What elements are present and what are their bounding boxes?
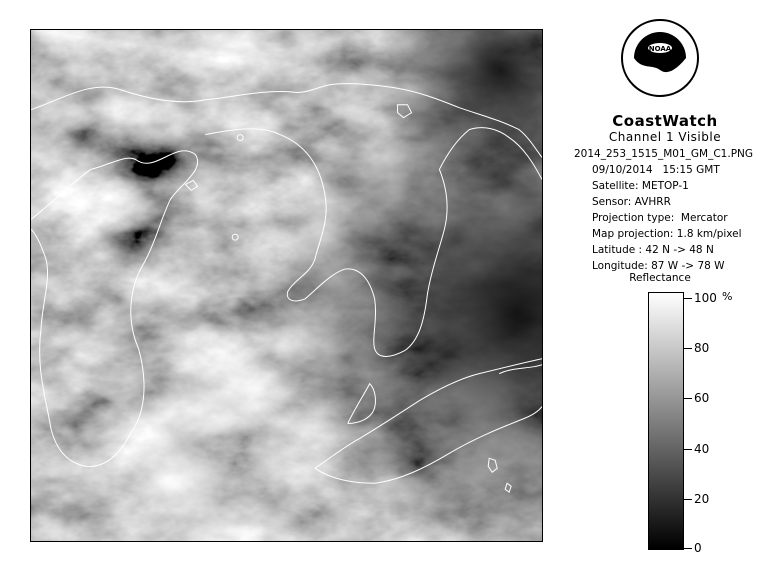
reflectance-label: Reflectance	[629, 272, 691, 284]
tick-label: 60	[694, 391, 710, 405]
tick-label: 100	[694, 291, 717, 305]
tick-label: 40	[694, 442, 710, 456]
tick-mark	[684, 398, 692, 399]
tick-mark	[684, 548, 692, 549]
latitude-label: Latitude : 42 N -> 48 N	[592, 244, 714, 256]
reflectance-colorbar	[648, 292, 684, 550]
satellite-label: Satellite: METOP-1	[592, 180, 689, 192]
sensor-label: Sensor: AVHRR	[592, 196, 671, 208]
filename-label: 2014_253_1515_M01_GM_C1.PNG	[574, 148, 754, 160]
tick-label: 80	[694, 341, 710, 355]
tick-mark	[684, 348, 692, 349]
map-projection-label: Map projection: 1.8 km/pixel	[592, 228, 742, 240]
tick-mark	[684, 499, 692, 500]
channel-label: Channel 1 Visible	[608, 130, 722, 144]
unit-label: %	[722, 290, 733, 303]
svg-text:NOAA: NOAA	[648, 45, 672, 53]
tick-label: 0	[694, 541, 702, 555]
noaa-logo-icon	[620, 18, 700, 98]
projection-label: Projection type: Mercator	[592, 212, 728, 224]
brand-title: CoastWatch	[612, 112, 718, 130]
tick-mark	[684, 449, 692, 450]
tick-mark	[684, 298, 692, 299]
longitude-label: Longitude: 87 W -> 78 W	[592, 260, 725, 272]
bright-clouds-southwest	[31, 30, 542, 541]
datetime-label: 09/10/2014 15:15 GMT	[592, 164, 720, 176]
tick-label: 20	[694, 492, 710, 506]
satellite-image	[30, 29, 543, 542]
